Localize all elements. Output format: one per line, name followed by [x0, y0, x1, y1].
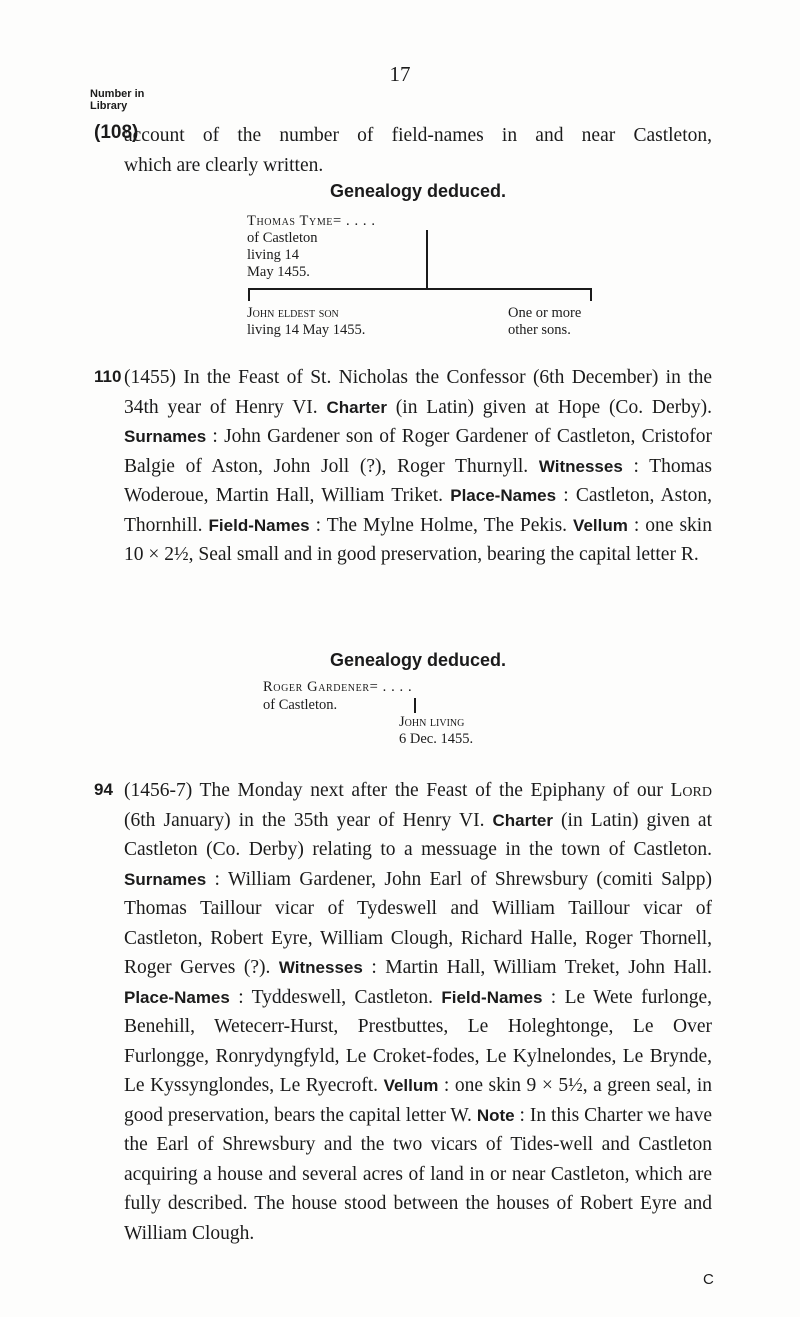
- label-surnames: Surnames: [124, 869, 207, 889]
- text-run: : Tyddeswell, Castleton.: [229, 986, 442, 1008]
- label-charter: Charter: [492, 810, 553, 830]
- text-run: The Monday next after the Feast of the Epiphany of our: [192, 780, 671, 801]
- label-vellum: Vellum: [573, 515, 628, 535]
- label-witnesses: Witnesses: [278, 958, 363, 977]
- genealogy-sibling-bar: [248, 288, 591, 290]
- parent-detail-line: May 1455.: [247, 264, 310, 280]
- label-charter: Charter: [326, 397, 387, 417]
- text-run: : The Mylne Holme, The Pekis.: [309, 514, 574, 536]
- child-line-text: John eldest son: [247, 305, 339, 321]
- margin-note: [90, 88, 144, 112]
- label-place-names: Place-Names: [450, 486, 557, 505]
- text-run: : one skin 10 × 2½, Seal small and in good preservation, bearing the capital letter R.: [124, 514, 712, 565]
- child-line: [247, 305, 365, 322]
- genealogy-child2-108: [508, 305, 581, 339]
- label-field-names: Field-Names: [208, 515, 310, 535]
- genealogy-heading-110: Genealogy deduced.: [329, 650, 507, 670]
- genealogy-parent-details-108: [247, 230, 317, 281]
- text-run: : William Gardener, John Earl of Shrewsbury (comiti Salpp) Thomas Taillour vicar of Tydeswell and William Taillour vicar of Castleton, Robert Eyre, William Clough, Richard Halle, Roger Thornell, Roger Gerves (?).: [124, 868, 712, 978]
- genealogy-child-110: [399, 714, 473, 748]
- parent-marriage: = . . . .: [333, 213, 376, 229]
- child-line: 6 Dec. 1455.: [399, 731, 474, 747]
- child-line: One or more: [508, 305, 582, 321]
- entry-date: (1456-7): [124, 780, 193, 801]
- text-run: : In this Charter we have the Earl of Shrewsbury and the two vicars of Tides-well and Castleton acquiring a house and several acres of land in or near Castleton, which are fully described. The house stood between the houses of Robert Eyre and William Clough.: [124, 1104, 712, 1244]
- genealogy-parent-108: [247, 213, 376, 230]
- text-run: : Castleton, Aston, Thornhill.: [124, 485, 713, 536]
- lord-small-caps: Lord: [670, 780, 712, 801]
- child-line: [399, 714, 473, 731]
- genealogy-descent-line: [414, 698, 416, 713]
- text-run: (in Latin) given at Castleton (Co. Derby) relating to a messuage in the town of Castleton.: [124, 809, 712, 860]
- entry-108-line: account of the number of field-names in and near Castleton,: [124, 125, 712, 146]
- entry-110-text: [124, 363, 712, 570]
- text-run: (in Latin) given at Hope (Co. Derby).: [386, 396, 713, 418]
- text-run: : one skin 9 × 5½, a green seal, in good preservation, bears the capital letter W.: [124, 1075, 712, 1126]
- text-run: : John Gardener son of Roger Gardener of Castleton, Cristofor Balgie of Aston, John Joll (?), Roger Thurnyll.: [124, 426, 712, 477]
- text-run: In the Feast of St. Nicholas the Confessor (6th December) in the 34th year of Henry VI.: [124, 367, 712, 418]
- genealogy-parent-110: [263, 679, 412, 696]
- page-number: 17: [389, 62, 411, 86]
- genealogy-child1-108: [247, 305, 365, 339]
- genealogy-child-tick: [248, 288, 250, 301]
- label-witnesses: Witnesses: [538, 456, 623, 476]
- parent-detail-line: of Castleton: [247, 230, 318, 246]
- margin-note-line: Number in: [90, 88, 145, 100]
- child-line: other sons.: [508, 322, 571, 338]
- label-note: Note: [476, 1105, 515, 1125]
- child-line-text: John living: [399, 714, 465, 730]
- entry-number-94: 94: [94, 780, 113, 799]
- signature-mark: C: [703, 1271, 714, 1288]
- entry-number-110: 110: [94, 367, 122, 386]
- genealogy-parent-detail-110: of Castleton.: [263, 697, 338, 713]
- entry-108-text: [124, 121, 712, 180]
- entry-108-line: which are clearly written.: [124, 154, 324, 176]
- text-run: (6th January) in the 35th year of Henry VI.: [124, 809, 493, 831]
- parent-detail-line: living 14: [247, 247, 299, 263]
- label-surnames: Surnames: [124, 427, 207, 446]
- text-run: : Martin Hall, William Treket, John Hall.: [362, 957, 712, 978]
- child-line: living 14 May 1455.: [247, 322, 366, 338]
- margin-note-line: Library: [90, 100, 128, 112]
- text-run: : Thomas Woderoue, Martin Hall, William Triket.: [124, 455, 713, 506]
- parent-marriage: = . . . .: [369, 679, 413, 695]
- label-place-names: Place-Names: [124, 987, 230, 1007]
- genealogy-descent-line: [426, 230, 428, 288]
- entry-date: (1455): [124, 367, 176, 388]
- entry-number-108: (108): [94, 122, 139, 143]
- genealogy-heading-108: Genealogy deduced.: [329, 181, 507, 201]
- parent-name: Roger Gardener: [263, 679, 370, 695]
- parent-name: Thomas Tyme: [247, 213, 334, 229]
- text-run: : Le Wete furlonge, Benehill, Wetecerr-Hurst, Prestbuttes, Le Holeghtonge, Le Over Furlongge, Ronrydyngfyld, Le Croket-fodes, Le Kylnelondes, Le Brynde, Le Kyssynglondes, Le Ryecroft.: [124, 986, 713, 1096]
- entry-94-text: [124, 776, 712, 1248]
- label-field-names: Field-Names: [441, 987, 543, 1007]
- label-vellum: Vellum: [383, 1076, 439, 1095]
- genealogy-child-tick: [590, 288, 592, 301]
